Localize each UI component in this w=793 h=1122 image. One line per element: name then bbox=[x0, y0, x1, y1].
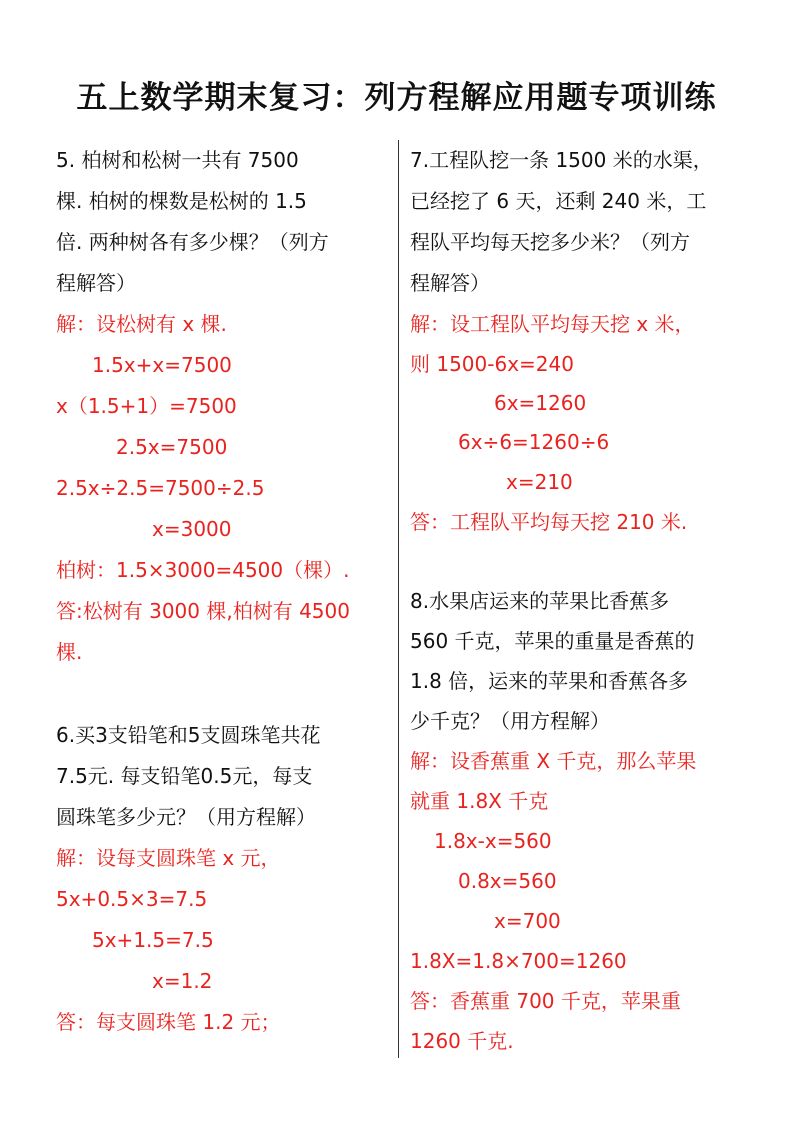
problem-8-answer-line: 答：香蕉重 700 千克，苹果重 bbox=[410, 989, 681, 1013]
problem-8-answer-line: 1.8X=1.8×700=1260 bbox=[410, 949, 627, 973]
problem-7-question-line: 程队平均每天挖多少米？（列方 bbox=[410, 230, 690, 254]
problem-8-answer-line: x=700 bbox=[494, 909, 561, 933]
problem-6-question-line: 圆珠笔多少元？（用方程解） bbox=[56, 805, 316, 829]
problem-7-answer-line: 6x÷6=1260÷6 bbox=[458, 430, 610, 454]
problem-6-question-line: 7.5元. 每支铅笔0.5元，每支 bbox=[56, 764, 313, 788]
problem-7-answer-line: 则 1500-6x=240 bbox=[410, 352, 574, 376]
problem-8-answer-line: 1.8x-x=560 bbox=[434, 829, 552, 853]
problem-7-answer-line: 6x=1260 bbox=[494, 391, 587, 415]
problem-8-question-line: 560 千克，苹果的重量是香蕉的 bbox=[410, 629, 695, 653]
page-title: 五上数学期末复习：列方程解应用题专项训练 bbox=[76, 80, 717, 116]
problem-5-answer-line: 2.5x÷2.5=7500÷2.5 bbox=[56, 476, 265, 500]
problem-8-answer-line: 解：设香蕉重 X 千克，那么苹果 bbox=[410, 749, 697, 773]
problem-7-answer-line: 解：设工程队平均每天挖 x 米， bbox=[410, 312, 695, 336]
problem-5-answer-line: 2.5x=7500 bbox=[116, 435, 228, 459]
problem-5-question-line: 5. 柏树和松树一共有 7500 bbox=[56, 148, 299, 172]
problem-6-answer-line: 5x+1.5=7.5 bbox=[92, 928, 214, 952]
problem-5-question-line: 倍. 两种树各有多少棵？（列方 bbox=[56, 230, 329, 254]
problem-8-question-line: 少千克？（用方程解） bbox=[410, 709, 610, 733]
problem-5-answer-line: 柏树：1.5×3000=4500（棵）. bbox=[56, 558, 350, 582]
problem-5-answer-line: 棵. bbox=[56, 640, 83, 664]
problem-5-answer-line: x=3000 bbox=[152, 517, 232, 541]
problem-5-question-line: 程解答） bbox=[56, 271, 136, 295]
problem-7-question-line: 已经挖了 6 天，还剩 240 米，工 bbox=[410, 189, 707, 213]
problem-5-answer-line: x（1.5+1）=7500 bbox=[56, 394, 237, 418]
problem-6-answer-line: 解：设每支圆珠笔 x 元， bbox=[56, 846, 281, 870]
problem-5-question-line: 棵. 柏树的棵数是松树的 1.5 bbox=[56, 189, 307, 213]
problem-8-answer-line: 0.8x=560 bbox=[458, 869, 557, 893]
problem-8-question-line: 8.水果店运来的苹果比香蕉多 bbox=[410, 589, 670, 613]
problem-6-answer-line: x=1.2 bbox=[152, 969, 213, 993]
problem-5-answer-line: 1.5x+x=7500 bbox=[92, 353, 232, 377]
problem-7-question-line: 程解答） bbox=[410, 271, 490, 295]
problem-6-answer-line: 5x+0.5×3=7.5 bbox=[56, 887, 208, 911]
problem-6-question-line: 6.买3支铅笔和5支圆珠笔共花 bbox=[56, 723, 321, 747]
problem-6-answer-line: 答：每支圆珠笔 1.2 元； bbox=[56, 1010, 281, 1034]
problem-7-answer-line: x=210 bbox=[506, 470, 573, 494]
problem-8-answer-line: 就重 1.8X 千克 bbox=[410, 789, 549, 813]
problem-7-question-line: 7.工程队挖一条 1500 米的水渠， bbox=[410, 148, 713, 172]
problem-8-question-line: 1.8 倍，运来的苹果和香蕉各多 bbox=[410, 669, 689, 693]
problem-5-answer-line: 答:松树有 3000 棵,柏树有 4500 bbox=[56, 599, 350, 623]
column-divider bbox=[398, 140, 399, 1058]
problem-5-answer-line: 解：设松树有 x 棵. bbox=[56, 312, 227, 336]
problem-7-answer-line: 答：工程队平均每天挖 210 米. bbox=[410, 510, 688, 534]
problem-8-answer-line: 1260 千克. bbox=[410, 1029, 514, 1053]
